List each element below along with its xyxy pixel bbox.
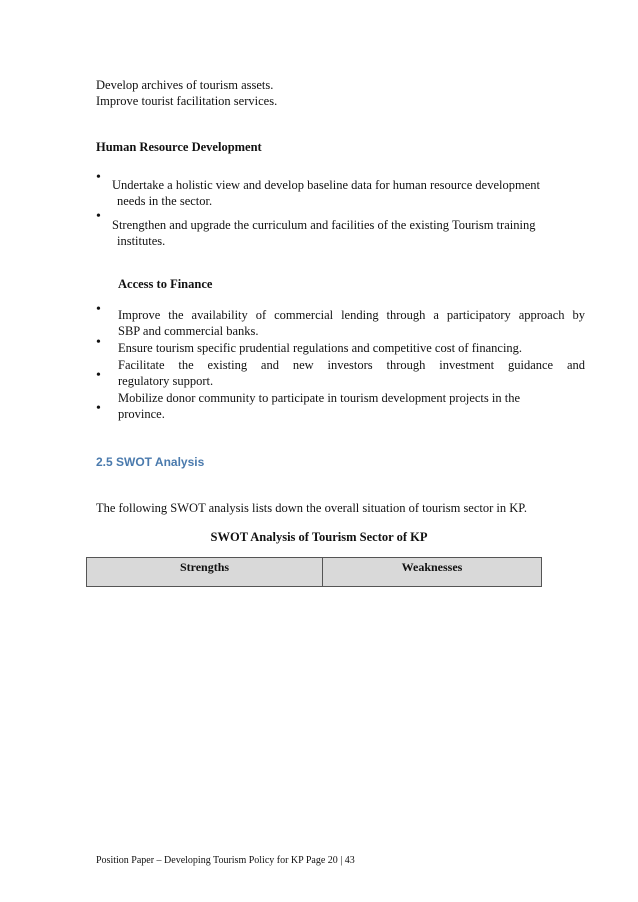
bullet-icon: •	[96, 209, 101, 224]
hrd-bullet-1-line-2: needs in the sector.	[117, 194, 213, 208]
bullet-icon: •	[96, 170, 101, 185]
finance-heading: Access to Finance	[118, 277, 213, 291]
section-title: 2.5 SWOT Analysis	[96, 455, 205, 469]
hrd-bullet-2-line-2: institutes.	[117, 234, 166, 248]
bullet-icon: •	[96, 302, 101, 317]
table-title: SWOT Analysis of Tourism Sector of KP	[210, 530, 428, 544]
finance-item-4-line-2: province.	[118, 407, 165, 421]
column-header-weaknesses: Weaknesses	[323, 558, 542, 587]
finance-item-3-line-2: regulatory support.	[118, 374, 214, 388]
bullet-icon: •	[96, 335, 101, 350]
finance-item-1-line-1: Improve the availability of commercial lending through a participatory approach by	[118, 308, 585, 322]
intro-line-1: Develop archives of tourism assets.	[96, 78, 274, 92]
section-intro: The following SWOT analysis lists down the overall situation of tourism sector in KP.	[96, 501, 527, 515]
bullet-icon: •	[96, 401, 101, 416]
swot-table	[86, 557, 542, 587]
hrd-bullet-1-line-1: Undertake a holistic view and develop baseline data for human resource development	[112, 178, 540, 192]
column-header-strengths: Strengths	[87, 558, 323, 587]
intro-line-2: Improve tourist facilitation services.	[96, 94, 278, 108]
finance-item-1-line-2: SBP and commercial banks.	[118, 324, 259, 338]
finance-item-2: Ensure tourism specific prudential regulations and competitive cost of financing.	[118, 341, 523, 355]
hrd-bullet-2-line-1: Strengthen and upgrade the curriculum and facilities of the existing Tourism training	[112, 218, 536, 232]
hrd-heading: Human Resource Development	[96, 140, 262, 154]
finance-item-4-line-1: Mobilize donor community to participate in tourism development projects in the	[118, 391, 520, 405]
finance-item-3-line-1: Facilitate the existing and new investors through investment guidance and	[118, 358, 585, 372]
page-footer: Position Paper – Developing Tourism Policy for KP Page 20 | 43	[96, 855, 355, 866]
bullet-icon: •	[96, 368, 101, 383]
